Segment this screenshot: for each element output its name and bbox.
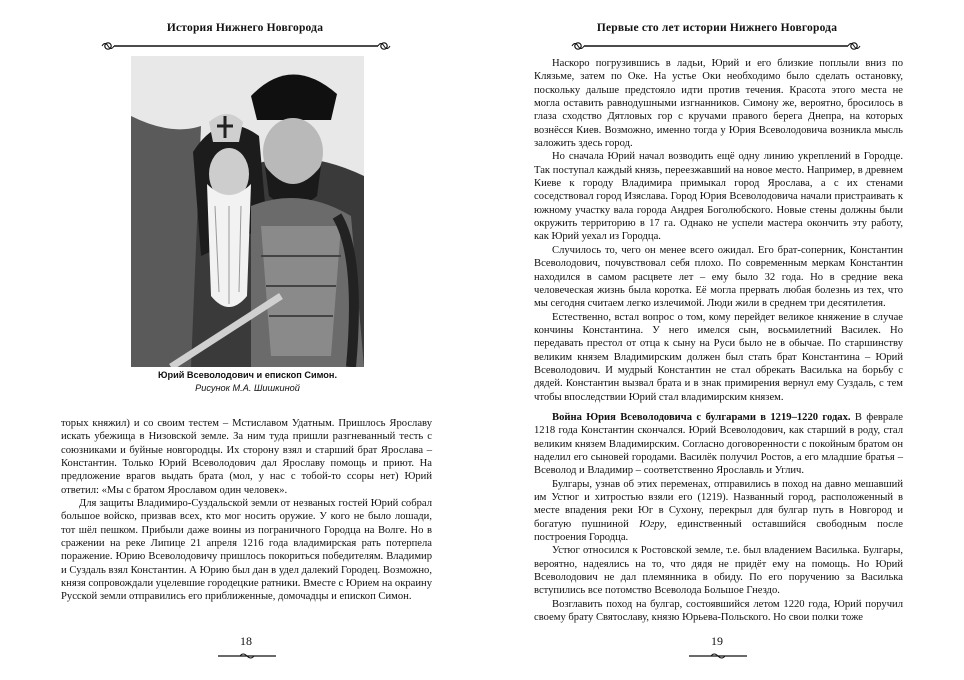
left-paragraph-2: Для защиты Владимиро-Суздальской земли от незваных гостей Юрий собрал большое войско, призвав всех, кто мог носить оружие. У кого не было лошади, тот шёл пешком. Прибыли даже воины из пограничного Городца на Волге. Но в сражении на реке Липице 21 апреля 1216 года владимирская рать потерпела поражение. Юрию Всеволодовичу пришлось покориться победителям. Владимир и Суздаль взял Константин. А Юрию был дан в удел далекий Городец. Возможно, князя сопровождали уцелевшие городецкие ратники. Вместе с Юрием на окраину Русской земли отправились его приближенные, домочадцы и епископ Симон. (61, 498, 432, 603)
right-paragraph-campaign: Возглавить поход на булгар, состоявшийся летом 1220 года, Юрий поручил своему брату Святославу, князю Юрьева-Польского. Но свои полки тоже (534, 598, 903, 624)
right-page (482, 0, 964, 680)
left-header-ornament (100, 40, 392, 52)
right-paragraph-3: Случилось то, чего он менее всего ожидал. Его брат-соперник, Константин Всеволодович, почувствовал себя плохо. По современным меркам Константин находился в самом расцвете лет – ему было 32 года. Но в средние века человеческая жизнь была коротка. Её могла прервать любая болезнь из тех, что мы сегодня считаем легко излечимой. Люди жили в среднем три десятилетия. (534, 244, 903, 310)
illustration-yuri-and-simon (131, 56, 364, 367)
left-paragraph-1: торых княжил) и со своим тестем – Мстиславом Удатным. Пришлось Ярославу искать убежища в Низовской земле. За ним туда пришли разгневанный тесть с союзниками и буйные новгородцы. Их сторону взял и старший брат Ярослава – Константин. Только Юрий Всеволодович дал Ярославу помощь и приют. На предложение врагов выдать брата (мол, у нас с тобой-то ссоры нет) Юрий ответил: «Мы с братом Ярославом один человек». (61, 418, 432, 496)
right-paragraph-2: Но сначала Юрий начал возводить ещё одну линию укреплений в Городце. Так поступал каждый князь, переезжавший на новое место. Например, в древнем Киеве к городу Владимира примыкал город Ярослава, а с их стенами соседствовал город Изяслава. Город Юрия Всеволодовича начали пристраивать к южному участку вала города Андрея Боголюбского. Новые стены должны были окружить территорию в 17 га. Однако не успели мастера окончить эту работу, как Юрий уехал из Городца. (534, 151, 903, 243)
right-body-text (534, 57, 903, 624)
right-bulgars-paragraph (534, 478, 903, 545)
left-running-header: История Нижнего Новгорода (166, 22, 324, 34)
right-header-ornament (570, 40, 862, 52)
illustration-caption-title: Юрий Всеволодович и епископ Симон. (157, 370, 337, 380)
section-heading: Война Юрия Всеволодовича с булгарами в 1219–1220 годах. (552, 411, 851, 423)
illustration-caption-credit: Рисунок М.А. Шишкиной (195, 383, 300, 393)
right-paragraph-ustyug: Устюг относился к Ростовской земле, т.е. был владением Василька. Булгары, вероятно, надеялись на то, что дядя не придёт ему на помощь. Но Юрий Всеволодович не дал племянника в обиду. По его поручению за Василька вступились все потомство Всеволода Большое Гнездо. (534, 545, 903, 597)
right-paragraph-1: Наскоро погрузившись в ладьи, Юрий и его близкие поплыли вниз по Клязьме, затем по Оке. На устье Оки необходимо было сделать остановку, поскольку дальше предстояло идти против течения. Красота этого места не могла оставить равнодушными изгнанников. Симону же, вероятно, бросилось в глаза сходство Дятловых гор с кручами правого берега Днепра, на которых вознёсся Киев. Возможно, именно тогда у Юрия Всеволодовича возникла мысль заложить здесь город. (534, 58, 903, 150)
left-page-number: 18 (240, 634, 252, 648)
right-footer-ornament (687, 648, 749, 666)
yugra-italic: Югру (639, 518, 665, 530)
right-paragraph-4: Естественно, встал вопрос о том, кому перейдет великое княжение в случае кончины Константина. У него имелся сын, восьмилетний Василек. Но передавать престол от отца к сыну на Руси было не в обычае. По старшинству великим князем Владимирским должен был стать брат Константина – Юрий Всеволодович. И мудрый Константин не стал обрекать Василька на борьбу с дядей. Константин вызвал брата и в знак примирения вернул ему Суздаль, с тем чтобы впоследствии Юрий стал владимирским князем. (534, 311, 903, 403)
section-paragraph-text: В феврале 1218 года Константин скончался. Юрий Всеволодович, как старший в роду, стал великим князем Владимирским. Согласно договоренности с покойным братом он наделил его сыновей городами. Василёк получил Ростов, а его младшие братья – Всеволод и Владимир – соответственно Ярославль и Углич. (534, 411, 903, 477)
bulgars-text-start: Булгары, узнав об этих переменах, отправились в поход на давно мешавший им Устюг и хитростью взяли его (1219). Названный город, расположенный в месте впадения реки Юг в Сухону, перекрыл для булгар путь в Новгород и богатую пушниной (534, 478, 903, 530)
right-running-header: Первые сто лет истории Нижнего Новгорода (596, 22, 838, 34)
right-section-paragraph (534, 411, 903, 478)
left-body-text (61, 417, 432, 604)
left-footer-ornament (216, 648, 278, 666)
bulgars-text-end: , единственный оставшийся свободным после построения Городца. (534, 518, 903, 544)
right-page-number: 19 (711, 634, 723, 648)
